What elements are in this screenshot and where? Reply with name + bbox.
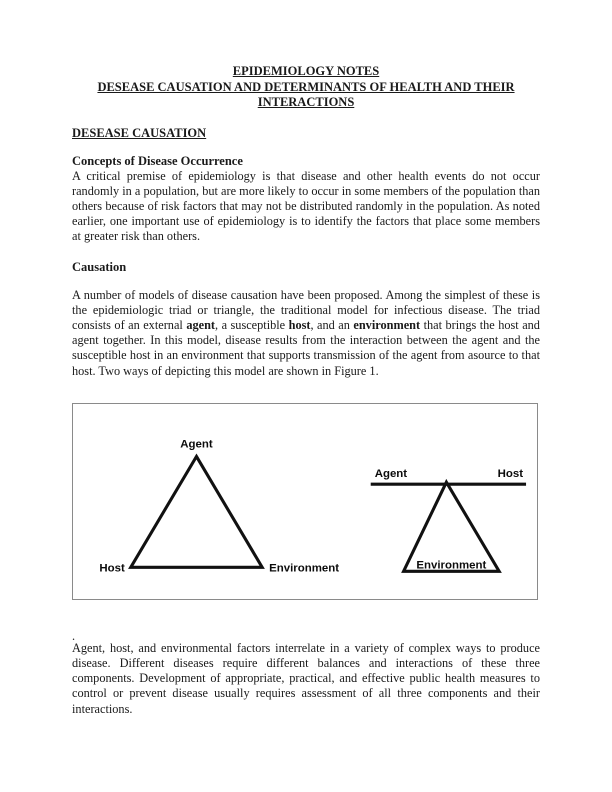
paragraph-causation-part-1: A number of models of disease causation have been proposed. Among the simplest of these is the epidemiologic triad or triangle, the traditional model for infectious disease. The triad consists of an external [72,287,540,332]
triad-label-environment: Environment [269,562,340,575]
title-line-2: DESEASE CAUSATION AND DETERMINANTS OF HEALTH AND THEIR [97,79,515,94]
triad-triangle-shape [131,456,262,567]
paragraph-causation-part-4: that brings the host and agent together. In this model, disease results from the interaction between the agent and the susceptible host in an environment that supports transmission of the agent from asource to that host. Two ways of depicting this model are shown in Figure 1. [72,317,540,378]
spacer [72,600,540,615]
triad-label-agent: Agent [180,438,213,451]
spacer [72,615,540,630]
subheading-causation: Causation [72,259,127,274]
title-line-3: INTERACTIONS [257,95,355,109]
paragraph-disease-occurrence: A critical premise of epidemiology is that disease and other health events do not occur randomly in a population, but are more likely to occur in some members of the population than others because of risk factors that may not be distributed randomly in the population. As noted earlier, one important use of epidemiology is to identify the factors that place some members at greater risk than others. [72,168,540,244]
document-title [72,64,540,111]
subheading-concepts-of-disease-occurrence: Concepts of Disease Occurrence [72,153,243,168]
document-content [72,64,540,717]
paragraph-causation [72,288,540,379]
paragraph-causation-part-2: , a susceptible [215,317,289,332]
spacer [72,275,540,288]
paragraph-agent-host-environment-interaction: Agent, host, and environmental factors interrelate in a variety of complex ways to produce disease. Different diseases require different balances and interactions of these three components. Development of appropriate, practical, and effective public health measures to control or prevent disease usually requires assessment of all three components and their interactions. [72,640,540,716]
seesaw-label-host: Host [497,468,524,480]
seesaw-fulcrum-triangle [404,482,500,571]
seesaw-diagram-group [371,468,526,571]
figure-svg [73,404,537,599]
spacer [72,379,540,394]
spacer [72,141,540,154]
triad-triangle-group [99,438,339,574]
term-environment: environment [353,317,421,332]
spacer [72,111,540,126]
figure-epidemiologic-triad [72,403,538,600]
spacer [72,245,540,260]
section-heading-desease-causation: DESEASE CAUSATION [72,125,207,140]
seesaw-label-environment: Environment [416,559,487,572]
spacer [72,394,540,403]
title-line-1: EPIDEMIOLOGY NOTES [232,64,380,78]
triad-label-host: Host [99,562,125,575]
term-host: host [288,317,311,332]
paragraph-causation-part-3: , and an [310,317,354,332]
seesaw-label-agent: Agent [374,468,408,480]
term-agent: agent [186,317,216,332]
stray-period-mark: . [72,628,76,643]
